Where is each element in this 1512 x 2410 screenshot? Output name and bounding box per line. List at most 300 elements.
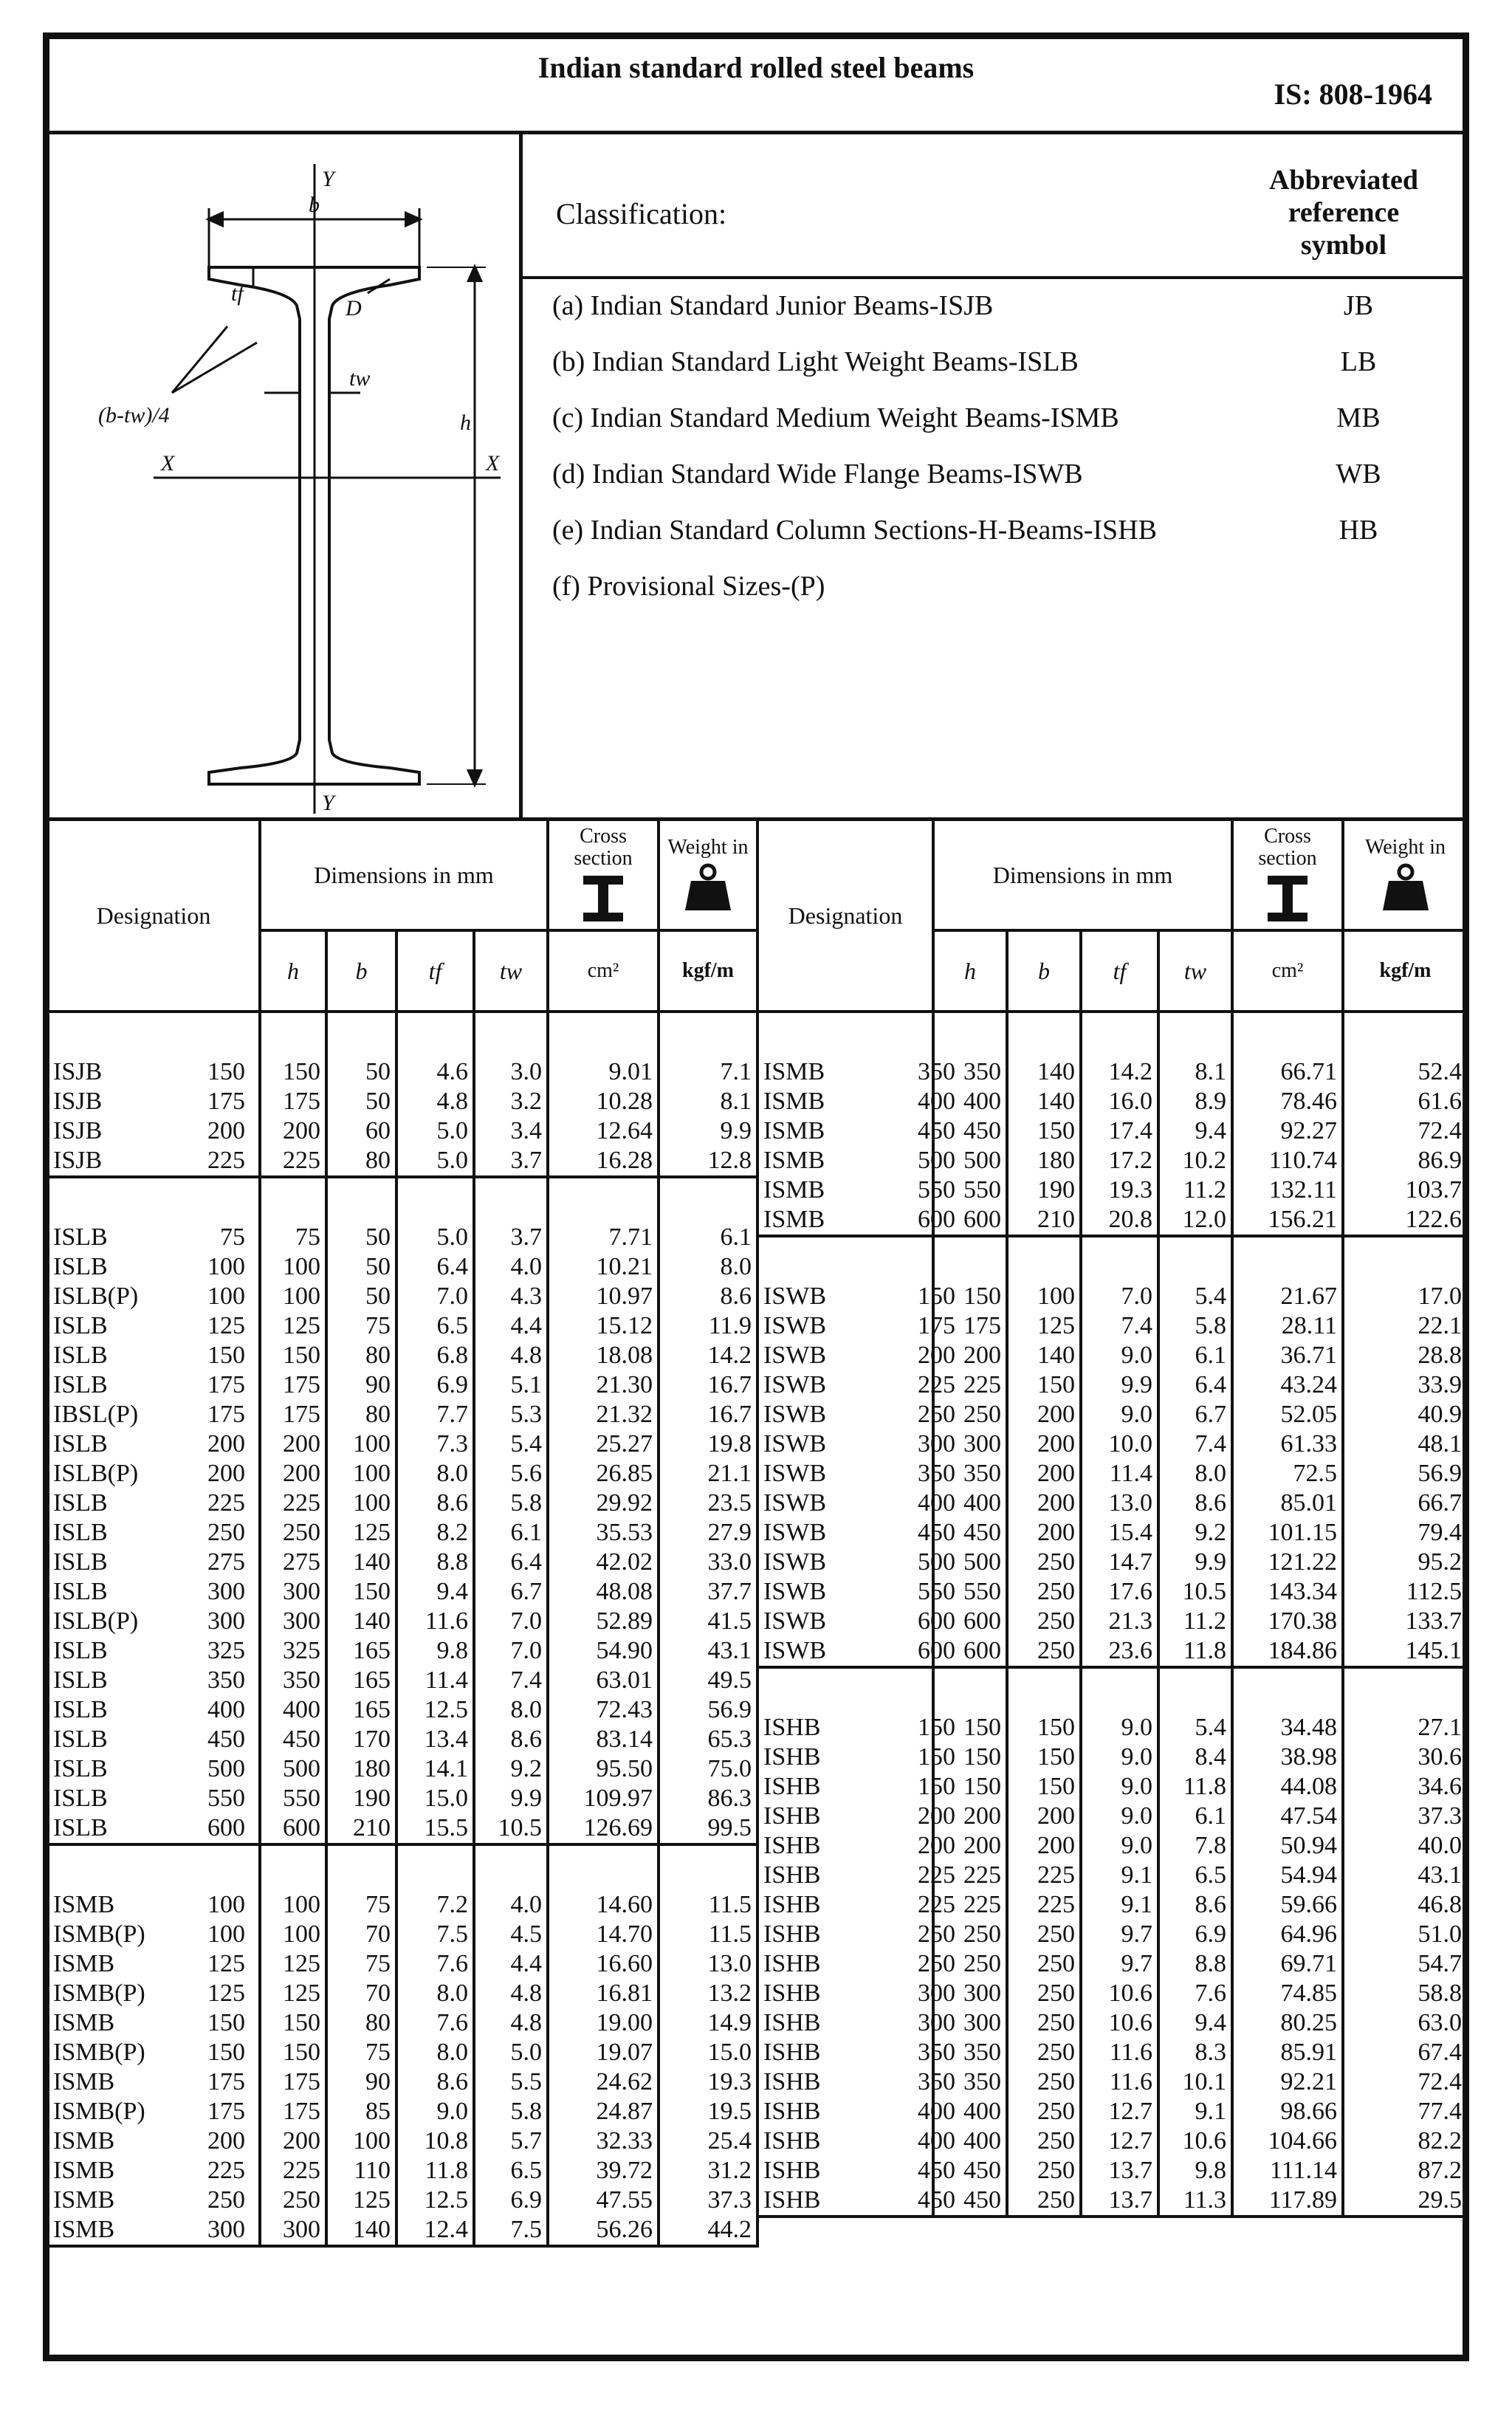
designation-cell [757, 1772, 955, 1802]
b-cell: 250 [1007, 1577, 1081, 1607]
designation-cell [47, 1695, 260, 1725]
b-cell: 140 [1007, 1057, 1081, 1087]
b-cell: 75 [326, 1311, 396, 1341]
designation-size: 600 [918, 1206, 955, 1233]
area-cell: 72.43 [548, 1695, 659, 1725]
label-y-top: Y [322, 167, 334, 191]
table-row [757, 1979, 1468, 2008]
area-cell: 25.27 [548, 1429, 659, 1459]
table-row [757, 1311, 1468, 1341]
h-cell: 200 [933, 1831, 1007, 1861]
i-section-icon [577, 873, 629, 924]
designation-series: ISMB [53, 2157, 115, 2184]
table-row [757, 1577, 1468, 1607]
col-b: b [1007, 930, 1081, 1012]
area-cell: 61.33 [1232, 1429, 1343, 1459]
h-cell: 250 [260, 2186, 326, 2215]
area-cell: 170.38 [1232, 1607, 1343, 1636]
h-cell: 400 [933, 2126, 1007, 2156]
h-cell: 125 [260, 1979, 326, 2008]
h-cell: 300 [260, 1577, 326, 1607]
col-cross-section: Cross section [1232, 820, 1343, 930]
weight-cell: 27.1 [1343, 1713, 1468, 1743]
designation-series: ISMB [763, 1117, 825, 1144]
tw-cell: 3.2 [474, 1087, 548, 1116]
weight-cell: 8.6 [659, 1282, 757, 1311]
tw-cell: 5.4 [1158, 1713, 1232, 1743]
b-cell: 210 [1007, 1205, 1081, 1236]
table-row [47, 1890, 757, 1920]
designation-size: 150 [207, 2039, 245, 2066]
tf-cell: 9.0 [1081, 1400, 1158, 1429]
h-cell: 400 [933, 1087, 1007, 1116]
h-cell: 150 [260, 1057, 326, 1087]
b-cell: 50 [326, 1252, 396, 1282]
designation-cell [47, 2126, 260, 2156]
h-cell: 300 [933, 2008, 1007, 2038]
b-cell: 150 [1007, 1370, 1081, 1400]
h-cell: 225 [933, 1861, 1007, 1890]
designation-series: ISWB [763, 1578, 826, 1605]
h-cell: 150 [260, 2038, 326, 2067]
h-cell: 225 [260, 1146, 326, 1177]
designation-size: 550 [207, 1785, 245, 1812]
tw-cell: 10.5 [474, 1813, 548, 1844]
h-cell: 200 [260, 1429, 326, 1459]
weight-cell: 87.2 [1343, 2156, 1468, 2186]
designation-size: 125 [207, 1980, 245, 2007]
classification-item: (c) Indian Standard Medium Weight Beams-ISMB MB [552, 402, 1381, 433]
designation-size: 125 [207, 1950, 245, 1977]
designation-series: ISLB [53, 1548, 108, 1576]
weight-icon [1380, 862, 1432, 913]
designation-cell [757, 1459, 955, 1489]
weight-cell: 49.5 [659, 1666, 757, 1695]
designation-series: ISMB [53, 2068, 115, 2095]
b-cell: 110 [326, 2156, 396, 2186]
table-row [47, 1754, 757, 1784]
area-cell: 72.5 [1232, 1459, 1343, 1489]
h-cell: 225 [933, 1890, 1007, 1920]
weight-cell: 65.3 [659, 1725, 757, 1754]
designation-size: 175 [207, 1401, 245, 1428]
designation-cell [47, 1459, 260, 1489]
weight-cell: 17.0 [1343, 1282, 1468, 1311]
area-cell: 83.14 [548, 1725, 659, 1754]
h-cell: 450 [933, 1116, 1007, 1146]
tw-cell: 9.2 [1158, 1518, 1232, 1548]
designation-cell [757, 2067, 955, 2097]
weight-cell: 40.9 [1343, 1400, 1468, 1429]
h-cell: 125 [260, 1311, 326, 1341]
col-weight-unit: kgf/m [1343, 930, 1468, 1012]
designation-size: 250 [918, 1401, 955, 1428]
table-row [757, 1772, 1468, 1802]
h-cell: 100 [260, 1890, 326, 1920]
designation-cell [757, 2097, 955, 2126]
area-cell: 10.28 [548, 1087, 659, 1116]
designation-series: ISMB [53, 2186, 115, 2214]
tf-cell: 15.5 [396, 1813, 474, 1844]
designation-size: 250 [207, 2186, 245, 2214]
tw-cell: 8.6 [474, 1725, 548, 1754]
tf-cell: 7.6 [396, 2008, 474, 2038]
tw-cell: 4.4 [474, 1311, 548, 1341]
designation-cell [47, 2156, 260, 2186]
classification-block [43, 134, 1469, 821]
tw-cell: 5.4 [474, 1429, 548, 1459]
designation-series: ISLB [53, 1726, 108, 1753]
tf-cell: 7.2 [396, 1890, 474, 1920]
tw-cell: 6.9 [1158, 1920, 1232, 1949]
weight-cell: 75.0 [659, 1754, 757, 1784]
area-cell: 54.90 [548, 1636, 659, 1666]
tw-cell: 10.5 [1158, 1577, 1232, 1607]
designation-size: 350 [207, 1666, 245, 1694]
tw-cell: 9.2 [474, 1754, 548, 1784]
designation-size: 500 [918, 1548, 955, 1576]
classification-item: (f) Provisional Sizes-(P) [552, 571, 825, 602]
b-cell: 250 [1007, 2126, 1081, 2156]
weight-cell: 41.5 [659, 1607, 757, 1636]
table-row [757, 1400, 1468, 1429]
b-cell: 250 [1007, 2186, 1081, 2217]
table-row [47, 1489, 757, 1518]
tf-cell: 8.0 [396, 2038, 474, 2067]
area-cell: 7.71 [548, 1223, 659, 1252]
standard-number: IS: 808-1964 [1274, 78, 1432, 111]
b-cell: 50 [326, 1223, 396, 1252]
area-cell: 36.71 [1232, 1341, 1343, 1370]
designation-size: 350 [918, 1058, 955, 1085]
b-cell: 140 [1007, 1341, 1081, 1370]
table-row [757, 1713, 1468, 1743]
tf-cell: 13.0 [1081, 1489, 1158, 1518]
tw-cell: 11.3 [1158, 2186, 1232, 2217]
label-tw: tw [349, 366, 371, 391]
h-cell: 300 [260, 2215, 326, 2246]
designation-cell [757, 1057, 955, 1087]
weight-cell: 95.2 [1343, 1548, 1468, 1577]
weight-cell: 40.0 [1343, 1831, 1468, 1861]
designation-cell [757, 1175, 955, 1205]
weight-cell: 33.9 [1343, 1370, 1468, 1400]
designation-size: 450 [918, 2157, 955, 2184]
designation-cell [757, 1116, 955, 1146]
b-cell: 100 [326, 1489, 396, 1518]
table-row [47, 1341, 757, 1370]
table-row [757, 1890, 1468, 1920]
table-row [47, 1577, 757, 1607]
designation-series: ISLB [53, 1430, 108, 1458]
area-cell: 19.07 [548, 2038, 659, 2067]
designation-cell [757, 2186, 955, 2217]
designation-size: 325 [207, 1637, 245, 1664]
h-cell: 450 [933, 1518, 1007, 1548]
tw-cell: 6.5 [1158, 1861, 1232, 1890]
tf-cell: 8.8 [396, 1548, 474, 1577]
area-cell: 50.94 [1232, 1831, 1343, 1861]
tw-cell: 7.0 [474, 1607, 548, 1636]
tf-cell: 5.0 [396, 1223, 474, 1252]
h-cell: 350 [933, 1057, 1007, 1087]
designation-cell [757, 1370, 955, 1400]
designation-size: 200 [207, 1430, 245, 1458]
b-cell: 225 [1007, 1861, 1081, 1890]
tf-cell: 6.5 [396, 1311, 474, 1341]
designation-cell [47, 1400, 260, 1429]
b-cell: 225 [1007, 1890, 1081, 1920]
i-section-icon [1262, 873, 1313, 924]
designation-cell [47, 1223, 260, 1252]
area-cell: 10.97 [548, 1282, 659, 1311]
b-cell: 200 [1007, 1518, 1081, 1548]
weight-cell: 58.8 [1343, 1979, 1468, 2008]
tf-cell: 12.5 [396, 1695, 474, 1725]
tf-cell: 7.5 [396, 1920, 474, 1949]
tf-cell: 17.6 [1081, 1577, 1158, 1607]
designation-cell [47, 1725, 260, 1754]
table-row [757, 1057, 1468, 1087]
designation-series: ISWB [763, 1371, 826, 1398]
designation-size: 550 [918, 1578, 955, 1605]
h-cell: 225 [260, 2156, 326, 2186]
weight-cell: 44.2 [659, 2215, 757, 2246]
designation-series: ISHB [763, 1832, 821, 1859]
b-cell: 200 [1007, 1802, 1081, 1831]
label-y-bottom: Y [322, 791, 334, 814]
designation-series: ISMB [763, 1206, 825, 1233]
area-cell: 143.34 [1232, 1577, 1343, 1607]
area-cell: 10.21 [548, 1252, 659, 1282]
designation-series: ISMB [763, 1058, 825, 1085]
designation-cell [47, 1979, 260, 2008]
tf-cell: 10.6 [1081, 1979, 1158, 2008]
col-tf: tf [1081, 930, 1158, 1012]
col-tf: tf [396, 930, 474, 1012]
designation-series: ISMB(P) [53, 2039, 145, 2066]
area-cell: 63.01 [548, 1666, 659, 1695]
tw-cell: 8.9 [1158, 1087, 1232, 1116]
table-row [757, 2186, 1468, 2217]
b-cell: 200 [1007, 1459, 1081, 1489]
tw-cell: 6.1 [1158, 1341, 1232, 1370]
b-cell: 200 [1007, 1400, 1081, 1429]
b-cell: 90 [326, 2067, 396, 2097]
b-cell: 250 [1007, 1920, 1081, 1949]
designation-cell [757, 1890, 955, 1920]
h-cell: 250 [933, 1920, 1007, 1949]
weight-cell: 7.1 [659, 1057, 757, 1087]
designation-cell [757, 1949, 955, 1979]
b-cell: 70 [326, 1920, 396, 1949]
b-cell: 200 [1007, 1489, 1081, 1518]
designation-series: ISLB [53, 1578, 108, 1605]
b-cell: 250 [1007, 1636, 1081, 1667]
designation-size: 125 [207, 1312, 245, 1339]
tw-cell: 4.8 [474, 1979, 548, 2008]
weight-cell: 43.1 [1343, 1861, 1468, 1890]
group-spacer [47, 1844, 757, 1890]
designation-cell [47, 1057, 260, 1087]
h-cell: 550 [260, 1784, 326, 1813]
tf-cell: 9.0 [396, 2097, 474, 2126]
tf-cell: 11.8 [396, 2156, 474, 2186]
h-cell: 600 [933, 1205, 1007, 1236]
h-cell: 500 [933, 1146, 1007, 1175]
b-cell: 150 [1007, 1743, 1081, 1772]
tf-cell: 8.6 [396, 1489, 474, 1518]
tf-cell: 13.4 [396, 1725, 474, 1754]
h-cell: 175 [260, 2067, 326, 2097]
designation-series: ISHB [763, 2157, 821, 2184]
b-cell: 140 [326, 1607, 396, 1636]
area-cell: 21.67 [1232, 1282, 1343, 1311]
designation-size: 225 [207, 1147, 245, 1174]
weight-cell: 27.9 [659, 1518, 757, 1548]
col-h: h [260, 930, 326, 1012]
weight-cell: 22.1 [1343, 1311, 1468, 1341]
designation-cell [47, 2097, 260, 2126]
weight-cell: 67.4 [1343, 2038, 1468, 2067]
b-cell: 140 [1007, 1087, 1081, 1116]
tw-cell: 11.8 [1158, 1772, 1232, 1802]
tw-cell: 6.1 [474, 1518, 548, 1548]
designation-cell [757, 1802, 955, 1831]
designation-series: ISWB [763, 1460, 826, 1487]
area-cell: 18.08 [548, 1341, 659, 1370]
area-cell: 43.24 [1232, 1370, 1343, 1400]
tw-cell: 7.8 [1158, 1831, 1232, 1861]
weight-cell: 37.3 [1343, 1802, 1468, 1831]
designation-cell [47, 1636, 260, 1666]
table-row [757, 1743, 1468, 1772]
designation-cell [47, 2186, 260, 2215]
tf-cell: 7.4 [1081, 1311, 1158, 1341]
table-row [757, 1370, 1468, 1400]
weight-cell: 86.3 [659, 1784, 757, 1813]
designation-series: ISMB [763, 1088, 825, 1115]
tf-cell: 15.0 [396, 1784, 474, 1813]
designation-size: 200 [207, 2127, 245, 2155]
tw-cell: 9.9 [474, 1784, 548, 1813]
tf-cell: 8.2 [396, 1518, 474, 1548]
designation-series: ISWB [763, 1283, 826, 1310]
b-cell: 125 [1007, 1311, 1081, 1341]
table-row [757, 1341, 1468, 1370]
h-cell: 350 [260, 1666, 326, 1695]
designation-size: 600 [918, 1637, 955, 1664]
classification-label: Classification: [556, 197, 727, 230]
table-row [47, 1429, 757, 1459]
h-cell: 175 [260, 1087, 326, 1116]
h-cell: 175 [933, 1311, 1007, 1341]
tf-cell: 11.4 [396, 1666, 474, 1695]
tf-cell: 9.0 [1081, 1772, 1158, 1802]
table-row [47, 1370, 757, 1400]
designation-cell [47, 2215, 260, 2246]
table-row [757, 1205, 1468, 1236]
weight-cell: 8.0 [659, 1252, 757, 1282]
left-table-body [47, 1012, 757, 2246]
h-cell: 500 [260, 1754, 326, 1784]
col-tw: tw [474, 930, 548, 1012]
group-spacer [47, 1012, 757, 1057]
area-cell: 80.25 [1232, 2008, 1343, 2038]
tf-cell: 12.5 [396, 2186, 474, 2215]
designation-series: ISLB [53, 1666, 108, 1694]
h-cell: 400 [933, 1489, 1007, 1518]
designation-cell [757, 1979, 955, 2008]
area-cell: 74.85 [1232, 1979, 1343, 2008]
designation-cell [757, 1548, 955, 1577]
tw-cell: 5.7 [474, 2126, 548, 2156]
tf-cell: 9.8 [396, 1636, 474, 1666]
designation-size: 200 [207, 1117, 245, 1144]
designation-series: ISLB [53, 1371, 108, 1398]
h-cell: 100 [260, 1252, 326, 1282]
b-cell: 250 [1007, 2156, 1081, 2186]
designation-cell [47, 1116, 260, 1146]
table-row [47, 2067, 757, 2097]
area-cell: 42.02 [548, 1548, 659, 1577]
b-cell: 80 [326, 1146, 396, 1177]
col-weight-unit: kgf/m [659, 930, 757, 1012]
b-cell: 100 [326, 1459, 396, 1489]
designation-size: 400 [918, 1088, 955, 1115]
area-cell: 85.91 [1232, 2038, 1343, 2067]
tf-cell: 7.3 [396, 1429, 474, 1459]
tf-cell: 12.4 [396, 2215, 474, 2246]
tf-cell: 4.8 [396, 1087, 474, 1116]
table-row [47, 1949, 757, 1979]
tf-cell: 9.0 [1081, 1831, 1158, 1861]
designation-series: ISMB [763, 1147, 825, 1174]
designation-series: ISJB [53, 1147, 103, 1174]
designation-size: 400 [918, 1489, 955, 1517]
designation-cell [47, 2038, 260, 2067]
designation-series: ISJB [53, 1058, 103, 1085]
b-cell: 165 [326, 1636, 396, 1666]
area-cell: 69.71 [1232, 1949, 1343, 1979]
area-cell: 52.89 [548, 1607, 659, 1636]
table-row [47, 2126, 757, 2156]
area-cell: 132.11 [1232, 1175, 1343, 1205]
designation-size: 175 [207, 1088, 245, 1115]
h-cell: 300 [933, 1429, 1007, 1459]
weight-cell: 31.2 [659, 2156, 757, 2186]
area-cell: 156.21 [1232, 1205, 1343, 1236]
h-cell: 150 [933, 1713, 1007, 1743]
designation-cell [757, 1311, 955, 1341]
designation-size: 550 [918, 1176, 955, 1204]
designation-size: 150 [918, 1743, 955, 1771]
tw-cell: 6.7 [1158, 1400, 1232, 1429]
designation-series: ISHB [763, 1950, 821, 1977]
weight-cell: 103.7 [1343, 1175, 1468, 1205]
weight-cell: 48.1 [1343, 1429, 1468, 1459]
table-row [47, 1116, 757, 1146]
tw-cell: 4.0 [474, 1890, 548, 1920]
tf-cell: 8.0 [396, 1459, 474, 1489]
h-cell: 450 [260, 1725, 326, 1754]
weight-cell: 52.4 [1343, 1057, 1468, 1087]
b-cell: 85 [326, 2097, 396, 2126]
area-cell: 29.92 [548, 1489, 659, 1518]
designation-size: 75 [220, 1223, 245, 1251]
tw-cell: 8.6 [1158, 1890, 1232, 1920]
designation-size: 300 [918, 2009, 955, 2036]
